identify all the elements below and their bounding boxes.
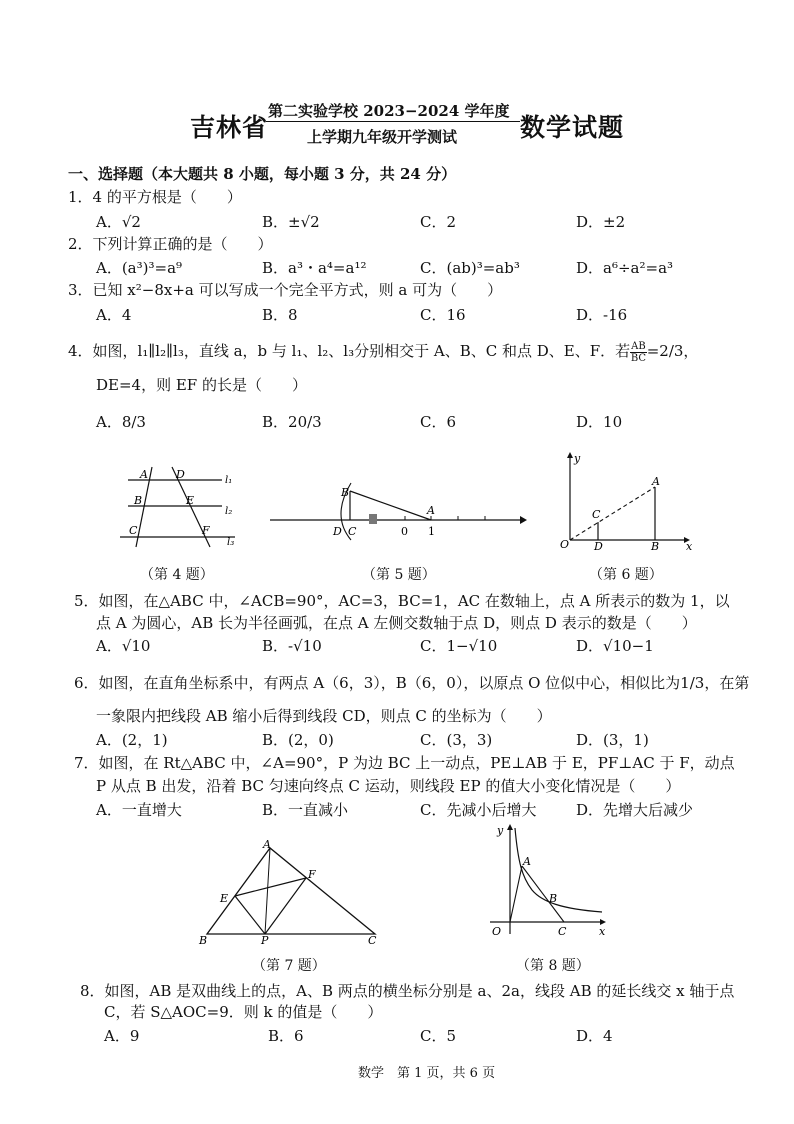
fig4-label-b: B	[134, 494, 143, 507]
question-7-option-a: A．一直增大	[96, 801, 182, 819]
fig8-label-x: x	[599, 925, 606, 938]
question-8-option-a: A．9	[104, 1027, 140, 1045]
question-1-option-b: B．±√2	[262, 213, 320, 231]
question-6-option-c: C．(3，3)	[420, 731, 493, 749]
question-2-option-a: A．(a³)³=a⁹	[96, 259, 183, 277]
caption-figure-4: （第 4 题）	[140, 567, 214, 583]
question-2-option-c: C．(ab)³=ab³	[420, 259, 520, 277]
question-5-option-c: C．1−√10	[420, 637, 498, 655]
question-4-option-b: B．20/3	[262, 413, 322, 431]
fig6-label-o: O	[560, 538, 570, 551]
question-6-option-d: D．(3，1)	[576, 731, 649, 749]
question-5-stem: 5．如图，在△ABC 中，∠ACB=90°，AC=3，BC=1，AC 在数轴上，点 A 所表示的数为 1，以	[74, 592, 730, 610]
fig4-label-c: C	[129, 524, 138, 537]
fraction-numerator: AB	[631, 340, 646, 352]
fig6-label-a: A	[652, 475, 660, 488]
fig5-label-b: B	[341, 486, 350, 499]
fig6-label-b: B	[651, 540, 660, 553]
fig8-label-a: A	[523, 855, 531, 868]
question-1-option-d: D．±2	[576, 213, 626, 231]
question-3-option-c: C．16	[420, 306, 466, 324]
question-3-option-b: B．8	[262, 306, 298, 324]
fig4-label-d: D	[176, 468, 185, 481]
question-5-option-d: D．√10−1	[576, 637, 654, 655]
question-2-stem: 2．下列计算正确的是（ ）	[68, 235, 273, 253]
fig6-label-x: x	[686, 540, 693, 553]
section-heading: 一、选择题（本大题共 8 小题，每小题 3 分，共 24 分）	[68, 165, 457, 183]
fig7-label-c: C	[368, 934, 377, 947]
fig7-label-f: F	[308, 868, 316, 881]
question-6-stem-line2: 一象限内把线段 AB 缩小后得到线段 CD，则点 C 的坐标为（ ）	[96, 707, 552, 725]
fig4-label-e: E	[186, 494, 195, 507]
question-4-stem-text: 4．如图，l₁∥l₂∥l₃，直线 a，b 与 l₁、l₂、l₃分别相交于 A、B、C 和点 D、E、F．若	[68, 342, 631, 360]
fig5-label-zero: 0	[401, 525, 408, 538]
fig6-y-arrow	[567, 452, 573, 458]
fig8-y-arrow	[507, 824, 513, 830]
fig8-segment-ac	[522, 866, 564, 922]
question-6-option-a: A．(2，1)	[96, 731, 168, 749]
caption-figure-6: （第 6 题）	[589, 567, 663, 583]
fig7-segment-ep	[235, 896, 265, 934]
figure-4	[110, 462, 250, 552]
question-7-option-c: C．先减小后增大	[420, 801, 537, 819]
question-7-option-b: B．一直减小	[262, 801, 349, 819]
fig5-label-d: D	[333, 525, 342, 538]
fig4-label-l3: l₃	[227, 537, 235, 548]
fig8-label-o: O	[492, 925, 502, 938]
fig6-label-d: D	[594, 540, 603, 553]
question-8-stem: 8．如图，AB 是双曲线上的点，A、B 两点的横坐标分别是 a、2a，线段 AB 的延长线交 x 轴于点	[80, 982, 735, 1000]
fig6-label-y: y	[574, 452, 581, 465]
question-6-option-b: B．(2，0)	[262, 731, 334, 749]
question-1-option-a: A．√2	[96, 213, 141, 231]
figure-8	[482, 822, 612, 944]
question-1-option-c: C．2	[420, 213, 457, 231]
fig7-label-p: P	[261, 934, 269, 947]
title-divider	[266, 121, 520, 122]
question-4-fraction	[630, 341, 647, 364]
question-7-stem-line2: P 从点 B 出发，沿着 BC 匀速向终点 C 运动，则线段 EP 的值大小变化情况是（ ）	[96, 777, 681, 795]
figure-5	[265, 478, 530, 548]
question-5-option-a: A．√10	[96, 637, 151, 655]
question-3-option-d: D．-16	[576, 306, 628, 324]
question-4-stem	[68, 340, 698, 364]
title-school: 第二实验学校 2023−2024 学年度	[268, 102, 510, 120]
question-4-stem-line2: DE=4，则 EF 的长是（ ）	[96, 376, 307, 394]
fig8-hyperbola	[515, 828, 602, 912]
question-8-option-c: C．5	[420, 1027, 457, 1045]
fig5-segment-ab	[350, 491, 431, 520]
fig5-label-c: C	[348, 525, 357, 538]
fig5-ink-blot	[369, 514, 377, 524]
fig5-label-a: A	[427, 504, 435, 517]
fig7-label-a: A	[263, 838, 271, 851]
fig7-label-e: E	[220, 892, 229, 905]
fig7-segment-ap	[265, 848, 270, 934]
question-3-option-a: A．4	[96, 306, 132, 324]
fig4-label-l2: l₂	[225, 506, 233, 517]
fig6-dashed-line	[570, 487, 655, 540]
caption-figure-7: （第 7 题）	[252, 958, 326, 974]
page-footer: 数学 第 1 页，共 6 页	[358, 1066, 496, 1081]
figure-7	[195, 836, 395, 948]
question-5-stem-line2: 点 A 为圆心，AB 长为半径画弧，在点 A 左侧交数轴于点 D，则点 D 表示的数是（ ）	[96, 614, 697, 632]
question-6-stem: 6．如图，在直角坐标系中，有两点 A（6，3），B（6，0），以原点 O 位似中心，相似比为1/3，在第	[74, 674, 750, 692]
caption-figure-5: （第 5 题）	[362, 567, 436, 583]
title-exam: 上学期九年级开学测试	[307, 128, 458, 146]
fig5-label-one: 1	[428, 525, 435, 538]
title-subject: 数学试题	[520, 113, 625, 142]
question-8-stem-line2: C，若 S△AOC=9．则 k 的值是（ ）	[104, 1003, 383, 1021]
fig8-segment-oa	[510, 866, 522, 922]
fraction-denominator: BC	[630, 352, 647, 364]
question-2-option-b: B．a³・a⁴=a¹²	[262, 259, 367, 277]
question-4-option-d: D．10	[576, 413, 623, 431]
question-4-option-a: A．8/3	[96, 413, 146, 431]
figure-6	[552, 450, 697, 555]
question-8-option-d: D．4	[576, 1027, 613, 1045]
question-7-option-d: D．先增大后减少	[576, 801, 694, 819]
question-7-stem: 7．如图，在 Rt△ABC 中，∠A=90°，P 为边 BC 上一动点，PE⊥AB 于 E，PF⊥AC 于 F，动点	[74, 754, 735, 772]
question-1-stem: 1．4 的平方根是（ ）	[68, 188, 242, 206]
caption-figure-8: （第 8 题）	[516, 958, 590, 974]
fig8-label-c: C	[558, 925, 567, 938]
fig6-label-c: C	[592, 508, 601, 521]
question-4-stem-tail: =2/3，	[646, 342, 699, 360]
fig8-label-y: y	[497, 824, 504, 837]
fig7-label-b: B	[199, 934, 208, 947]
title-province: 吉林省	[190, 113, 269, 142]
fig5-arrow	[520, 516, 527, 524]
question-4-option-c: C．6	[420, 413, 457, 431]
question-5-option-b: B．-√10	[262, 637, 322, 655]
question-3-stem: 3．已知 x²−8x+a 可以写成一个完全平方式，则 a 可为（ ）	[68, 281, 503, 299]
fig8-label-b: B	[549, 892, 558, 905]
question-8-option-b: B．6	[268, 1027, 304, 1045]
question-2-option-d: D．a⁶÷a²=a³	[576, 259, 674, 277]
fig4-label-f: F	[202, 524, 210, 537]
fig4-label-l1: l₁	[225, 475, 233, 486]
fig4-label-a: A	[140, 468, 148, 481]
fig7-triangle-abc	[207, 848, 375, 934]
